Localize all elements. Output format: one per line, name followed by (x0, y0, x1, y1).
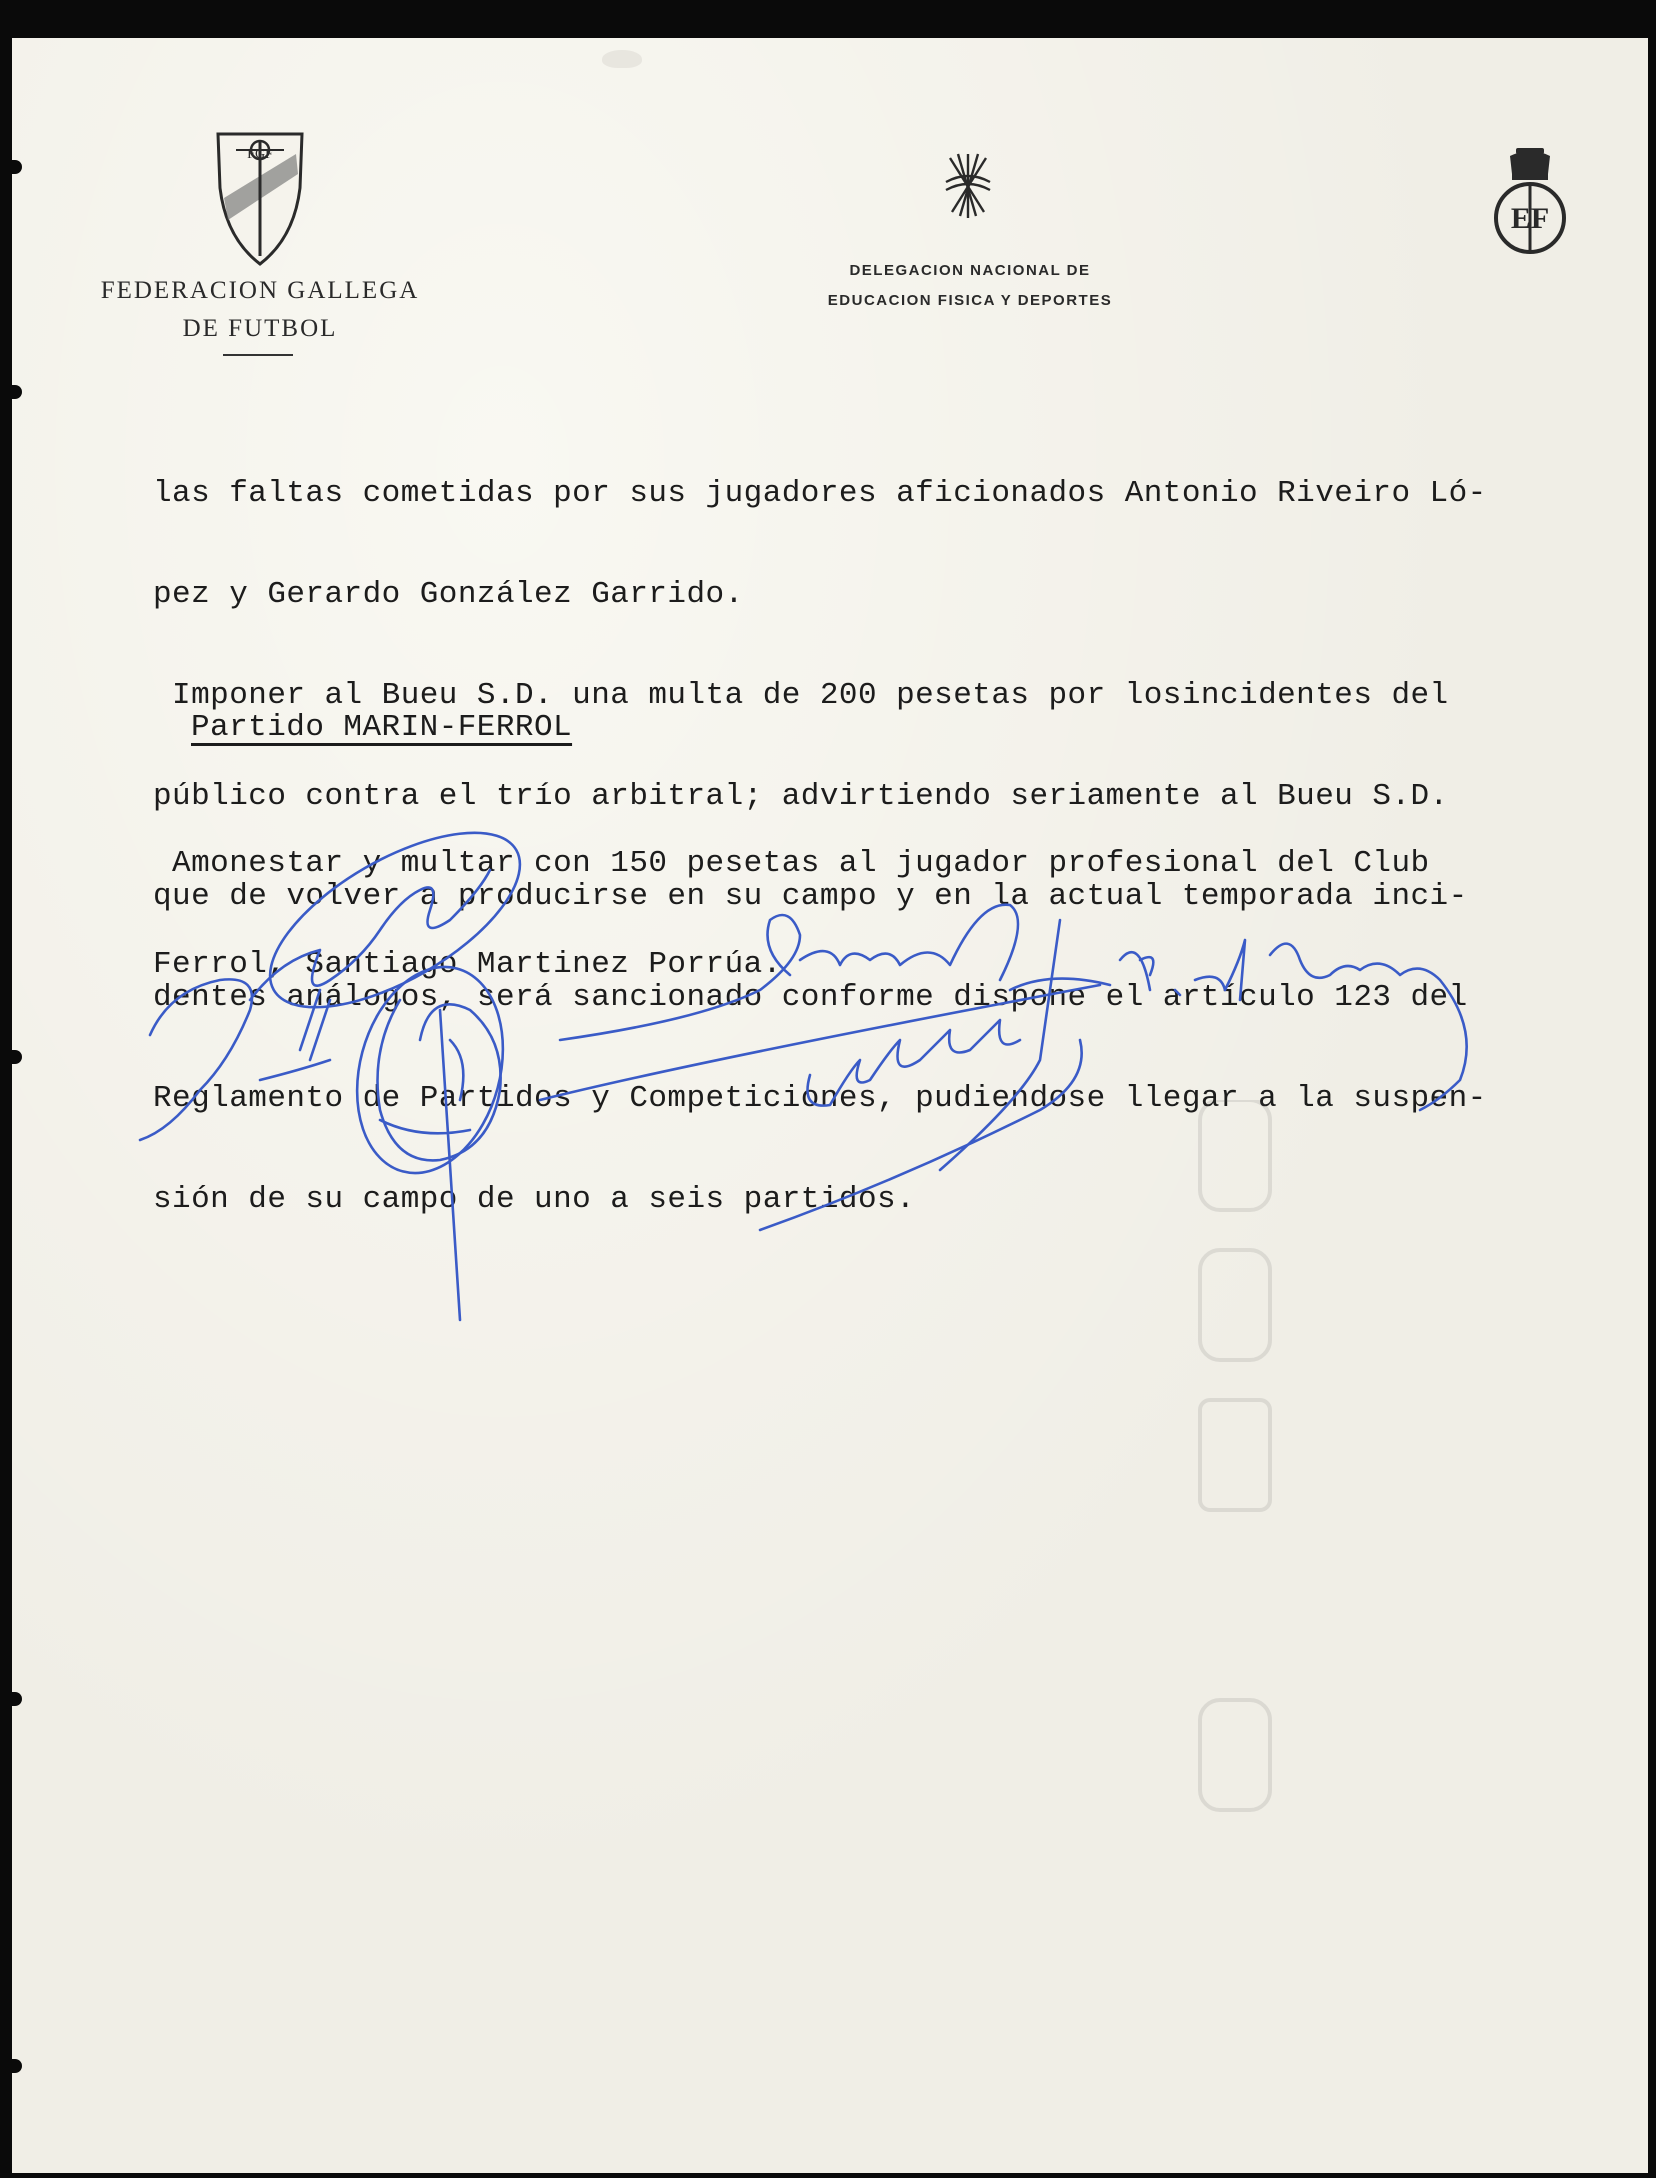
closing-line: Amonestar y multar con 150 pesetas al jugador profesional del Club (153, 846, 1430, 882)
body-line: dentes análogos, será sancionado conforme dispone el artículo 123 del (153, 980, 1468, 1016)
delegacion-line2: EDUCACION FISICA Y DEPORTES (827, 292, 1113, 309)
delegacion-heading (780, 256, 1160, 316)
delegacion-line1: DELEGACION NACIONAL DE (849, 262, 1091, 279)
body-line: sión de su campo de uno a seis partidos. (153, 1181, 916, 1217)
binder-hole (0, 385, 22, 399)
federacion-name (60, 272, 460, 348)
body-line: que de volver a producirse en su campo y en la actual temporada inci- (153, 879, 1468, 915)
federacion-name-line2: DE FUTBOL (182, 315, 338, 342)
body-line: Reglamento de Partidos y Competiciones, pudiendose llegar a la suspen- (153, 1080, 1487, 1116)
body-line: pez y Gerardo González Garrido. (153, 576, 744, 612)
binder-hole (0, 1050, 22, 1064)
federacion-name-line1: FEDERACION GALLEGA (100, 277, 420, 304)
binder-hole (0, 160, 22, 174)
binder-hole (0, 2059, 22, 2073)
letterhead-rule (223, 354, 293, 356)
svg-text:EF: EF (1510, 202, 1550, 235)
svg-text:FGF: FGF (247, 147, 273, 162)
rfef-crest-logo (1490, 144, 1570, 256)
body-line: Imponer al Bueu S.D. una multa de 200 pesetas por losincidentes del (153, 677, 1449, 713)
closing-line: Ferrol, Santiago Martinez Porrúa. (153, 946, 782, 982)
paper-tab-mark (602, 50, 642, 68)
body-line: público contra el trío arbitral; advirtiendo seriamente al Bueu S.D. (153, 778, 1449, 814)
show-through-marks (1190, 1100, 1290, 1960)
body-line: las faltas cometidas por sus jugadores aficionados Antonio Riveiro Ló- (153, 476, 1487, 512)
yoke-arrows-emblem (940, 150, 996, 222)
fgf-shield-logo (214, 128, 306, 268)
section-heading: Partido MARIN-FERROL (191, 710, 573, 745)
binder-hole (0, 1692, 22, 1706)
closing-paragraph (153, 780, 1593, 1015)
